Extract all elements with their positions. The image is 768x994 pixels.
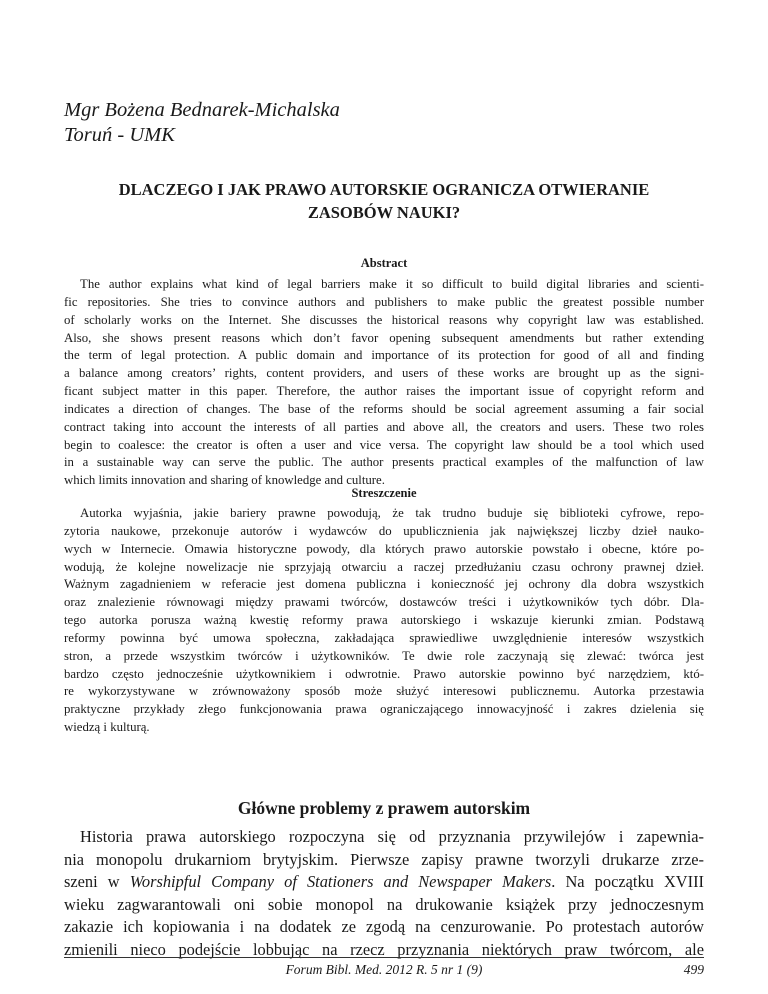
body-line: zakazie ich kopiowania i na dodatek ze zgodą na cenzurowanie. Po protestach autorów [64, 917, 704, 936]
body-line: zmienili nieco podejście lobbując na rzecz przyznania niektórych praw twórcom, ale [64, 939, 704, 959]
streszczenie-line: stron, a przede wszystkim twórców i użytkowników. Te dwie role zaczynają się zlewać: twórca jest [64, 648, 704, 663]
streszczenie-line: wodują, że kolejne nowelizacje nie sprzyjają otwarciu a raczej przedłużaniu czasu ochrony prawnej dzieł. [64, 559, 704, 574]
abstract-line: the term of legal protection. A public domain and importance of its protection for good of all and finding [64, 348, 704, 363]
abstract-heading: Abstract [360, 256, 408, 270]
abstract-line: of scholarly works on the Internet. She discusses the historical reasons why copyright law was established. [64, 312, 704, 327]
streszczenie-line: wiedzą i kulturą. [64, 720, 150, 735]
abstract-line: fic repositories. She tries to convince authors and publishers to make public the greatest possible number [64, 294, 704, 309]
body-text-run: szeni w [64, 872, 130, 891]
abstract-line: Also, she shows present reasons which don’t favor opening subsequent amendments but rather extending [64, 330, 704, 345]
streszczenie-text [64, 505, 704, 737]
author-name: Mgr Bożena Bednarek-Michalska [64, 99, 340, 121]
paper-title-line-1: DLACZEGO I JAK PRAWO AUTORSKIE OGRANICZA OTWIERANIE [118, 180, 650, 199]
streszczenie-line: Autorka wyjaśnia, jakie bariery prawne powodują, że tak trudno buduje się biblioteki cyfrowe, repo- [80, 506, 704, 520]
abstract-line: The author explains what kind of legal barriers make it so difficult to build digital libraries and scienti- [80, 277, 704, 291]
author-affiliation: Toruń - UMK [64, 124, 175, 146]
abstract-line: ficant subject matter in this paper. Therefore, the author raises the important issue of copyright reform and [64, 384, 704, 399]
body-italic-run: Worshipful Company of Stationers and Newspaper Makers [129, 872, 552, 891]
streszczenie-line: reformy powinna być umowa społeczna, zakładająca sprawiedliwe uwzględnienie interesów wszystkich [64, 630, 704, 645]
streszczenie-line: Ważnym zagadnieniem w referacie jest domena publiczna i konieczność jej ochrony dla dobra wszystkich [64, 577, 704, 592]
body-line: nia monopolu drukarniom brytyjskim. Pierwsze zapisy prawne tworzyli drukarze zrze- [64, 849, 704, 869]
streszczenie-line: tego autorka porusza ważną kwestię reformy prawa autorskiego i wskazuje kierunki zmian. Podstawą [64, 613, 704, 628]
body-line: wieku zagwarantowali oni sobie monopol na drukowanie książek przy jednoczesnym [64, 894, 704, 914]
author-block [64, 98, 340, 148]
paper-title-line-2: ZASOBÓW NAUKI? [307, 203, 461, 222]
abstract-line: which limits innovation and sharing of knowledge and culture. [64, 473, 385, 488]
abstract-line: a balance among creators’ rights, content providers, and users of these works are brought up as the signi- [64, 366, 704, 381]
footer-journal: Forum Bibl. Med. 2012 R. 5 nr 1 (9) [285, 962, 483, 977]
body-line: Historia prawa autorskiego rozpoczyna się od przyznania przywilejów i zapewnia- [80, 827, 704, 846]
streszczenie-heading: Streszczenie [351, 486, 417, 500]
streszczenie-line: praktyczne przykłady złego funkcjonowania prawa ograniczającego innowacyjność i zakres dzielenia się [64, 702, 704, 717]
streszczenie-line: re wykorzystywane w zrównoważony sposób może służyć interesowi publicznemu. Autorka przestawia [64, 684, 704, 699]
streszczenie-line: oraz znalezienie równowagi między prawami twórców, dostawców treści i użytkowników tych dóbr. Dla- [64, 595, 704, 610]
section-heading: Główne problemy z prawem autorskim [237, 798, 531, 818]
streszczenie-line: wych w Internecie. Omawia historyczne powody, dla których prawo autorskie powstało i obecne, które po- [64, 541, 704, 556]
paper-title [64, 178, 704, 224]
abstract-line: indicates a direction of changes. The base of the reforms should be social agreement assuming a fair social [64, 401, 704, 416]
abstract-line: in a sustainable way can serve the public. The author presents practical examples of the malfunction of law [64, 455, 704, 470]
streszczenie-line: zytoria naukowe, przekonuje autorów i wydawców do upublicznienia jak największej liczby dzieł nauko- [64, 523, 704, 538]
page-number: 499 [683, 962, 704, 977]
abstract-line: contract taking into account the interests of all parties and above all, the creators and users. These two roles [64, 419, 704, 434]
abstract-line: begin to coalesce: the creator is often a user and vice versa. The copyright law should be a tool which used [64, 437, 704, 452]
footer-rule [64, 957, 704, 958]
abstract-text [64, 276, 704, 490]
section-body [64, 826, 704, 961]
streszczenie-line: bardzo często jednocześnie użytkownikiem i odwrotnie. Prawo autorskie powinno być narzędziem, któ- [64, 666, 704, 681]
body-text-run: . Na początku XVIII [551, 872, 704, 891]
body-line [64, 871, 704, 894]
